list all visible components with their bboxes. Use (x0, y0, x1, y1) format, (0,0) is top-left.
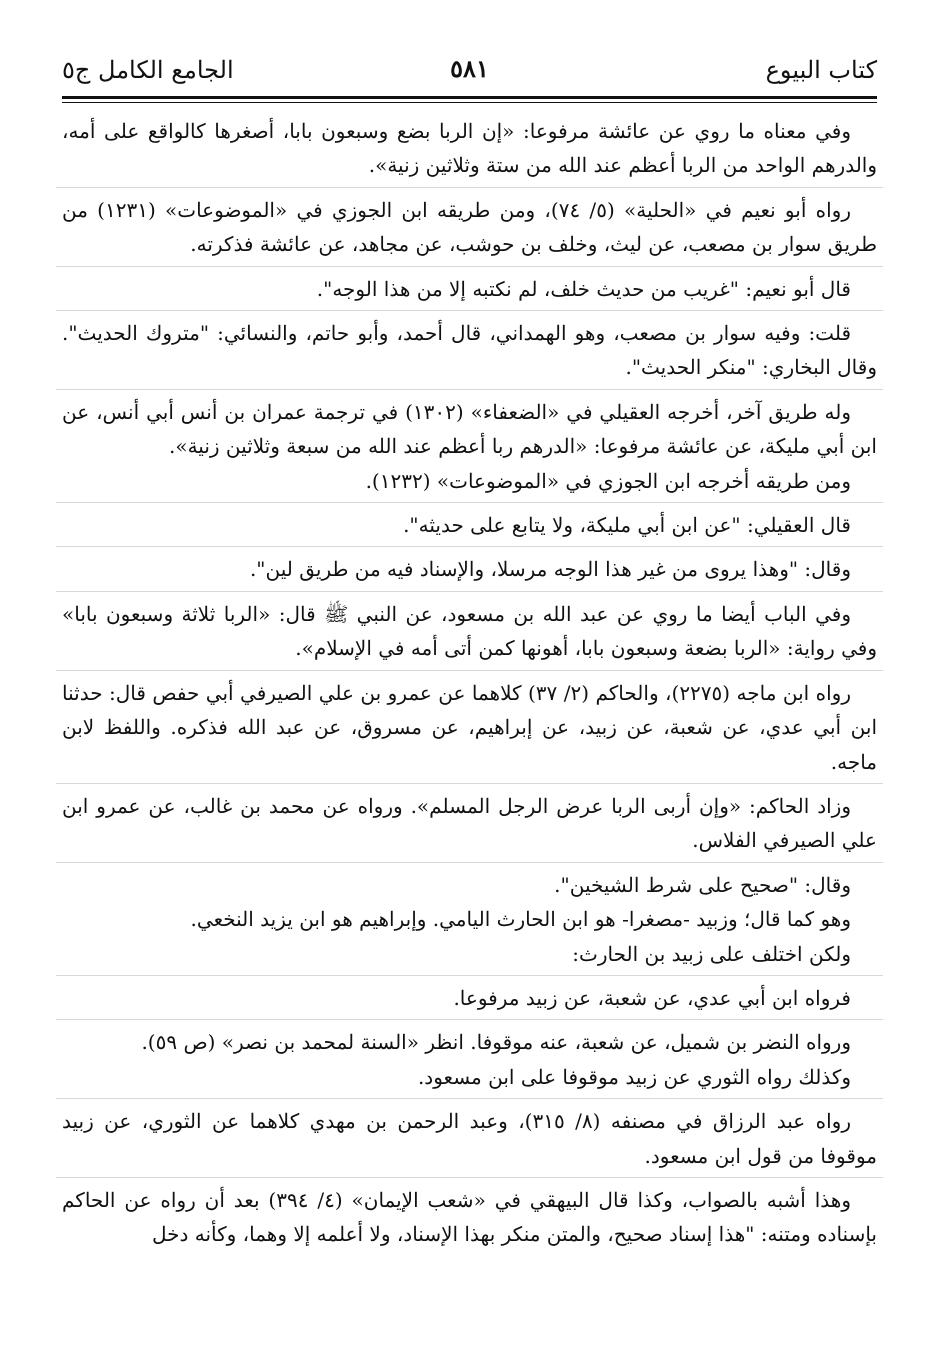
paragraph: قال العقيلي: "عن ابن أبي مليكة، ولا يتابع على حديثه". (62, 502, 877, 542)
series-title: الجامع الكامل ج٥ (62, 56, 234, 84)
paragraph: وله طريق آخر، أخرجه العقيلي في «الضعفاء» (١٣٠٢) في ترجمة عمران بن أنس أبي أنس، عن ابن أبي مليكة، عن عائشة مرفوعا: «الدرهم ربا أعظم عند الله من سبعة وثلاثين زنية». (62, 389, 877, 464)
page-header (62, 52, 877, 92)
paragraph: رواه عبد الرزاق في مصنفه (٨/ ٣١٥)، وعبد الرحمن بن مهدي كلاهما عن الثوري، عن زبيد موقوفا من قول ابن مسعود. (62, 1098, 877, 1173)
page-body (62, 114, 877, 1252)
header-rule-thick (62, 96, 877, 99)
paragraph: رواه ابن ماجه (٢٢٧٥)، والحاكم (٢/ ٣٧) كلاهما عن عمرو بن علي الصيرفي أبي حفص قال: حدثنا ابن أبي عدي، عن شعبة، عن زبيد، عن إبراهيم، عن مسروق، عن عبد الله فذكره. واللفظ لابن ماجه. (62, 670, 877, 779)
book-title: كتاب البيوع (765, 56, 877, 84)
page-number: ٥٨١ (450, 54, 489, 83)
paragraph: قلت: وفيه سوار بن مصعب، وهو الهمداني، قال أحمد، وأبو حاتم، والنسائي: "متروك الحديث". وقال البخاري: "منكر الحديث". (62, 310, 877, 385)
paragraph: وفي الباب أيضا ما روي عن عبد الله بن مسعود، عن النبي ﷺ قال: «الربا ثلاثة وسبعون بابا» وفي رواية: «الربا بضعة وسبعون بابا، أهونها كمن أتى أمه في الإسلام». (62, 591, 877, 666)
header-rule-thin (62, 102, 877, 103)
paragraph: وكذلك رواه الثوري عن زبيد موقوفا على ابن مسعود. (417, 1064, 851, 1089)
paragraph: وقال: "صحيح على شرط الشيخين". (62, 862, 877, 902)
paragraph: وفي معناه ما روي عن عائشة مرفوعا: «إن الربا بضع وسبعون بابا، أصغرها كالواقع على أمه، والدرهم الواحد من الربا أعظم عند الله من ستة وثلاثين زنية». (62, 119, 877, 178)
paragraph: ولكن اختلف على زبيد بن الحارث: (572, 941, 851, 966)
paragraph: قال أبو نعيم: "غريب من حديث خلف، لم نكتبه إلا من هذا الوجه". (62, 266, 877, 306)
paragraph: ورواه النضر بن شميل، عن شعبة، عنه موقوفا. انظر «السنة لمحمد بن نصر» (ص ٥٩). (62, 1019, 877, 1059)
paragraph: ومن طريقه أخرجه ابن الجوزي في «الموضوعات» (١٢٣٢). (365, 468, 851, 493)
paragraph: وقال: "وهذا يروى من غير هذا الوجه مرسلا، والإسناد فيه من طريق لين". (62, 546, 877, 586)
paragraph: فرواه ابن أبي عدي، عن شعبة، عن زبيد مرفوعا. (62, 975, 877, 1015)
paragraph: وهذا أشبه بالصواب، وكذا قال البيهقي في «شعب الإيمان» (٤/ ٣٩٤) بعد أن رواه عن الحاكم بإسناده ومتنه: "هذا إسناد صحيح، والمتن منكر بهذا الإسناد، ولا أعلمه إلا وهما، وكأنه دخل (62, 1177, 877, 1252)
paragraph: رواه أبو نعيم في «الحلية» (٥/ ٧٤)، ومن طريقه ابن الجوزي في «الموضوعات» (١٢٣١) من طريق سوار بن مصعب، عن ليث، وخلف بن حوشب، عن مجاهد، عن عائشة فذكرته. (62, 187, 877, 262)
paragraph: وهو كما قال؛ وزبيد -مصغرا- هو ابن الحارث اليامي. وإبراهيم هو ابن يزيد النخعي. (190, 907, 851, 932)
paragraph: وزاد الحاكم: «وإن أربى الربا عرض الرجل المسلم». ورواه عن محمد بن غالب، عن عمرو ابن علي الصيرفي الفلاس. (62, 783, 877, 858)
